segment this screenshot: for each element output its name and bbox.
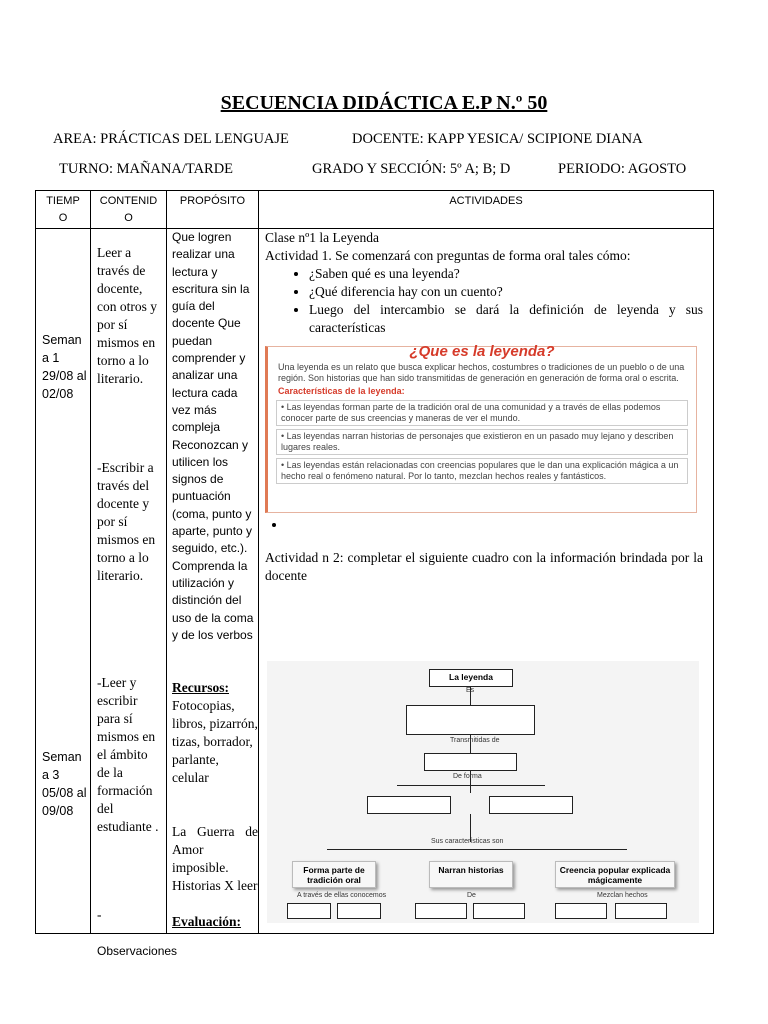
concept-creencia: Creencia popular explicada mágicamente [555,861,675,888]
contenido-4: - [97,907,102,922]
blank-box [615,903,667,919]
contenido-1: Leer a través de docente, con otros y por sí mismos en torno a lo literario. [97,245,157,386]
concept-narran: Narran historias [429,861,513,888]
label-mezclan: Mezclan hechos [597,892,648,899]
area-label: AREA: PRÁCTICAS DEL LENGUAJE [53,131,289,147]
col-header-proposito: PROPÓSITO [167,191,259,229]
contenido-2: -Escribir a través del docente y por sí mismos en torno a lo literario. [97,460,156,583]
concept-map-title: La leyenda [429,669,513,687]
col-header-contenido: CONTENID O [91,191,167,229]
concept-forma-parte: Forma parte de tradición oral [292,861,376,888]
label-deforma: De forma [453,773,482,780]
blank-box-forma-2 [489,796,573,814]
bullet-item: • ¿Qué diferencia hay con un cuento? [309,283,703,301]
turno-label: TURNO: MAÑANA/TARDE [59,161,234,177]
leyenda-item: • Las leyendas forman parte de la tradición oral de una comunidad y a través de ellas podemos conocer parte de sus creencias y maneras de ver el mundo. [276,400,688,426]
leyenda-info-image [265,343,697,513]
periodo-label: PERIODO: AGOSTO [558,161,687,177]
actividad-2: Actividad n 2: completar el siguiente cuadro con la información brindada por la docente [265,550,703,583]
blank-box [337,903,381,919]
blank-box [555,903,607,919]
proposito-text: Que logren realizar una lectura y escritura sin la guía del docente Que puedan comprender y analizar una lectura cada vez más compleja Reconozcan y utilicen los signos de puntuación (coma, punto y aparte, punto y seguido, etc.). Comprenda la utilización y distinción del uso de la coma y de los verbos [172,230,254,642]
recursos-text: Fotocopias, libros, pizarrón, tizas, borrador, parlante, celular [172,698,258,785]
contenido-cell [91,229,167,934]
leyenda-subheading: Características de la leyenda: [278,386,405,396]
col-header-tiempo: TIEMP O [36,191,91,229]
libros-text: La Guerra de Amor imposible. Historias X leer [172,824,258,893]
blank-box-transmitidas [424,753,517,771]
blank-box-es [406,705,535,735]
label-es: Es [466,687,475,694]
tiempo-cell [36,229,91,934]
leyenda-concept-map [267,661,699,923]
contenido-3: -Leer y escribir para sí mismos en el ámbito de la formación del estudiante . [97,675,159,834]
label-sus-caracteristicas: Sus características son [431,838,504,845]
actividad-1: Actividad 1. Se comenzará con preguntas de forma oral tales cómo: [265,248,631,263]
bullet-item: • Luego del intercambio se dará la definición de leyenda y sus características [309,301,703,337]
leyenda-item: • Las leyendas están relacionadas con creencias populares que le dan una explicación mágica a un hecho real o fenómeno natural. Por lo tanto, mezclan hechos reales y fantásticos. [276,458,688,484]
grado-label: GRADO Y SECCIÓN: 5º A; B; D [312,161,511,177]
connector-line [397,785,545,786]
proposito-cell [167,229,259,934]
page-title: SECUENCIA DIDÁCTICA E.P N.º 50 [220,92,548,114]
actividad-1-questions [265,265,703,337]
empty-bullet [265,516,703,534]
leyenda-item: • Las leyendas narran historias de personajes que existieron en un pasado muy lejano y describen lugares reales. [276,429,688,455]
label-a-traves: A través de ellas conocemos [297,892,387,899]
observaciones-label: Observaciones [97,944,178,958]
blank-box [415,903,467,919]
recursos-label: Recursos: [172,680,229,695]
leyenda-heading: ¿Que es la leyenda? [409,343,555,360]
sequence-table [35,190,714,934]
label-transmitidas: Transmitidas de [450,737,500,744]
clase-title: Clase nº1 la Leyenda [265,230,380,245]
col-header-actividades: ACTIVIDADES [259,191,714,229]
blank-box [473,903,525,919]
bullet-item: • ¿Saben qué es una leyenda? [309,265,703,283]
blank-box [287,903,331,919]
bullet-item [287,516,703,534]
connector-line [327,849,627,850]
label-de: De [467,892,476,899]
docente-label: DOCENTE: KAPP YESICA/ SCIPIONE DIANA [352,131,643,147]
semana-3: Seman a 3 05/08 al 09/08 [42,750,87,818]
semana-1: Seman a 1 29/08 al 02/08 [42,333,87,401]
actividades-cell [259,229,714,934]
evaluacion-label: Evaluación: [172,914,242,929]
leyenda-definition: Una leyenda es un relato que busca explicar hechos, costumbres o tradiciones de un pueblo o de una región. Son historias que han sido transmitidas de generación en generación de forma oral o escrita. [278,362,685,383]
blank-box-forma-1 [367,796,451,814]
